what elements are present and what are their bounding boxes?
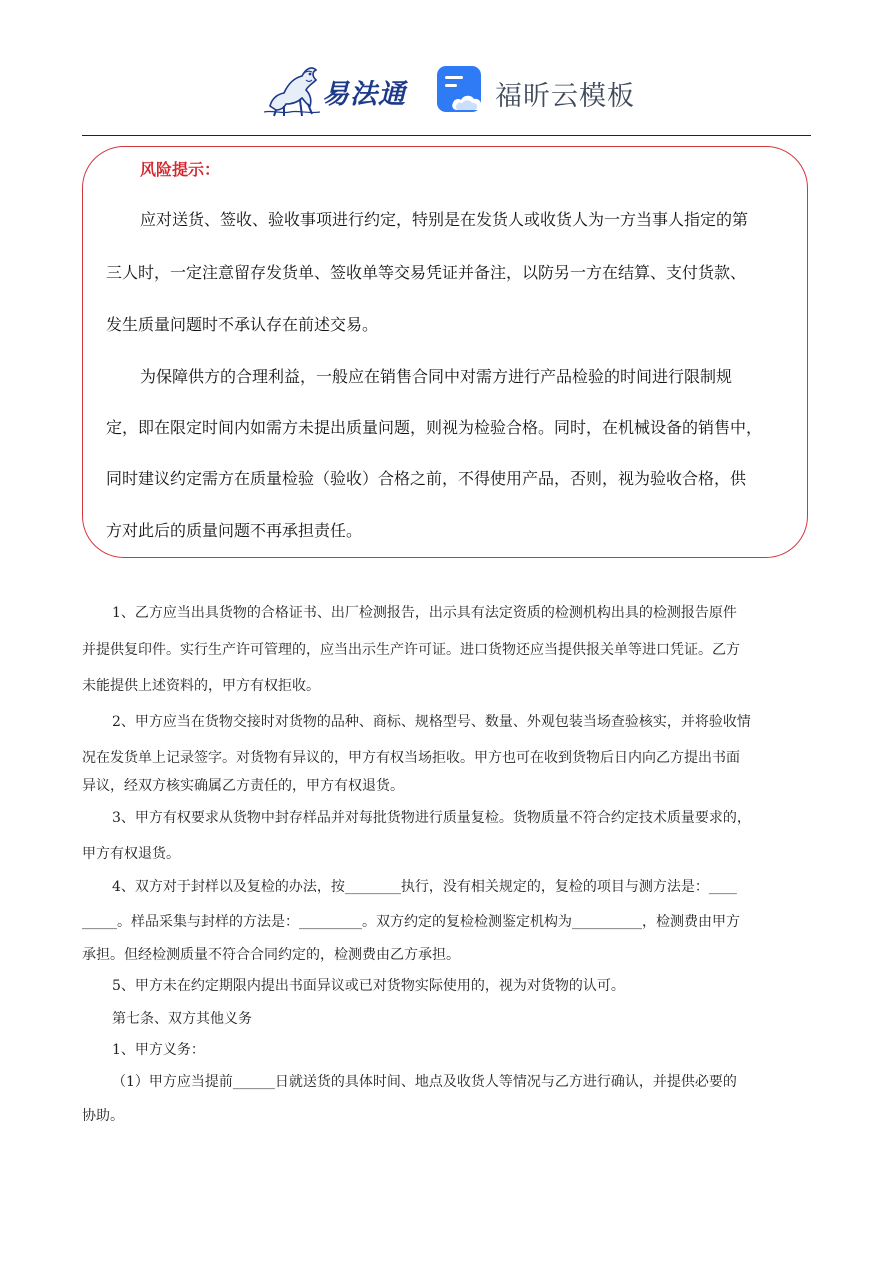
body-paragraph-line: 3、甲方有权要求从货物中封存样品并对每批货物进行质量复检。货物质量不符合约定技术质量要求的， xyxy=(112,810,751,826)
risk-notice-line: 同时建议约定需方在质量检验（验收）合格之前，不得使用产品，否则，视为验收合格，供 xyxy=(106,469,747,488)
body-paragraph-line: _____。样品采集与封样的方法是：_________。双方约定的复检检测鉴定机构为__________，检测费由甲方 xyxy=(82,914,740,930)
document-cloud-icon xyxy=(435,64,489,116)
body-paragraph-line: 并提供复印件。实行生产许可管理的，应当出示生产许可证。进口货物还应当提供报关单等进口凭证。乙方 xyxy=(82,642,740,658)
risk-notice-title: 风险提示： xyxy=(140,160,221,179)
yifatong-logo xyxy=(262,60,414,118)
fuxin-logo-text: 福昕云模板 xyxy=(495,81,635,112)
yifatong-logo-text: 易法通 xyxy=(322,79,406,110)
body-paragraph-line: 未能提供上述资料的，甲方有权拒收。 xyxy=(82,678,320,694)
body-paragraph-line: 4、双方对于封样以及复检的办法，按________执行，没有相关规定的，复检的项目与测方法是：____ xyxy=(112,879,737,895)
risk-notice-line: 三人时，一定注意留存发货单、签收单等交易凭证并备注，以防另一方在结算、支付货款、 xyxy=(106,263,747,282)
body-paragraph-line: 承担。但经检测质量不符合合同约定的，检测费由乙方承担。 xyxy=(82,947,460,963)
body-paragraph-line: 况在发货单上记录签字。对货物有异议的，甲方有权当场拒收。甲方也可在收到货物后日内向乙方提出书面 xyxy=(82,750,740,766)
body-paragraph-line: 2、甲方应当在货物交接时对货物的品种、商标、规格型号、数量、外观包装当场查验核实，并将验收情 xyxy=(112,714,751,730)
page-header xyxy=(0,58,893,122)
risk-notice-line: 方对此后的质量问题不再承担责任。 xyxy=(106,521,363,540)
body-paragraph-line: 1、乙方应当出具货物的合格证书、出厂检测报告，出示具有法定资质的检测机构出具的检测报告原件 xyxy=(112,605,737,621)
body-paragraph-line: （1）甲方应当提前______日就送货的具体时间、地点及收货人等情况与乙方进行确认，并提供必要的 xyxy=(112,1074,737,1090)
risk-notice-line: 为保障供方的合理利益，一般应在销售合同中对需方进行产品检验的时间进行限制规 xyxy=(140,367,733,386)
risk-notice-line: 定，即在限定时间内如需方未提出质量问题，则视为检验合格。同时，在机械设备的销售中， xyxy=(106,418,763,437)
body-paragraph-line: 协助。 xyxy=(82,1108,124,1124)
body-paragraph-line: 5、甲方未在约定期限内提出书面异议或已对货物实际使用的，视为对货物的认可。 xyxy=(112,978,625,994)
fuxin-logo xyxy=(435,64,635,120)
body-paragraph-line: 甲方有权退货。 xyxy=(82,846,180,862)
subsection-heading: 1、甲方义务： xyxy=(112,1042,205,1058)
section-heading: 第七条、双方其他义务 xyxy=(112,1011,252,1027)
body-paragraph-line: 异议，经双方核实确属乙方责任的，甲方有权退货。 xyxy=(82,778,404,794)
risk-notice-line: 发生质量问题时不承认存在前述交易。 xyxy=(106,315,379,334)
risk-notice-box xyxy=(82,146,808,558)
risk-notice-line: 应对送货、签收、验收事项进行约定，特别是在发货人或收货人为一方当事人指定的第 xyxy=(140,210,749,229)
qilin-emblem-icon xyxy=(262,60,322,118)
header-divider xyxy=(82,135,811,136)
